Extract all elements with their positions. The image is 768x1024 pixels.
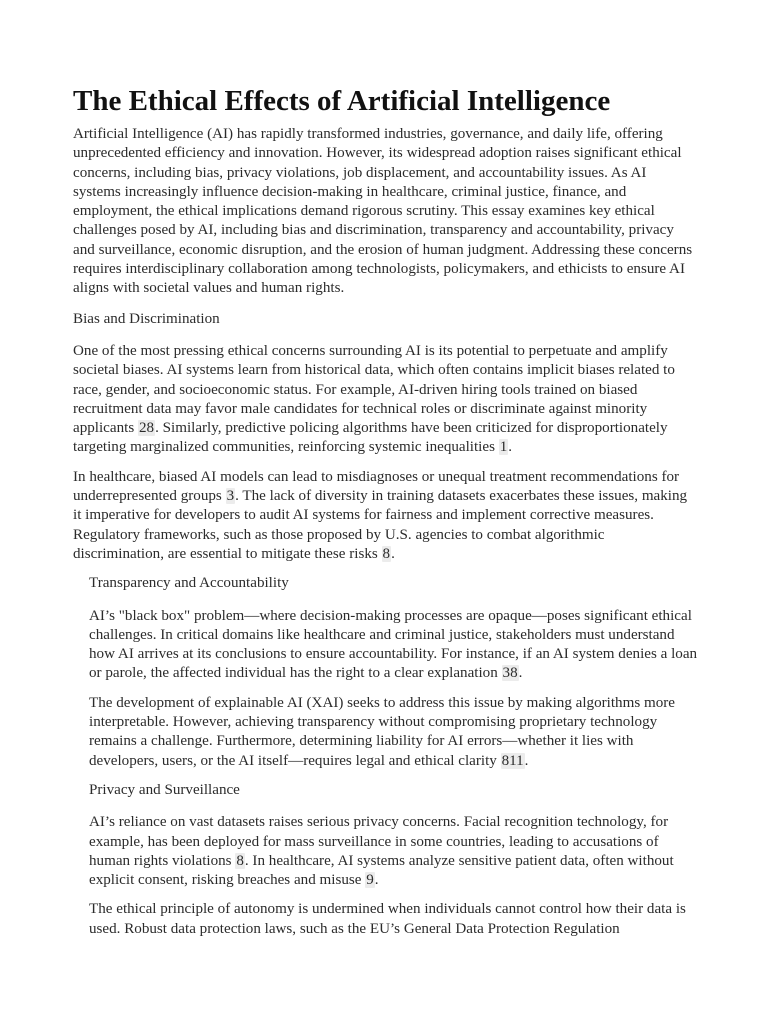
paragraph-text: AI’s "black box" problem—where decision-making processes are opaque—poses significant ethical challenges. In critical domains like healthcare and criminal justice, stakeholders must understand how AI arrives at its conclusions to ensure accountability. For instance, if an AI system denies a loan or parole, the affected individual has the right to a clear explanation xyxy=(89,607,698,682)
citation-link[interactable]: 3 xyxy=(226,488,235,505)
document-title: The Ethical Effects of Artificial Intelligence xyxy=(73,85,611,117)
paragraph xyxy=(89,813,698,890)
paragraph-text: . xyxy=(524,752,529,769)
section-heading: Privacy and Surveillance xyxy=(89,781,240,798)
paragraph-text: One of the most pressing ethical concerns surrounding AI is its potential to perpetuate and amplify societal biases. AI systems learn from historical data, which often contains implicit biases related to race, gender, and socioeconomic status. For example, AI-driven hiring tools trained on biased recruitment data may favor male candidates for technical roles or discriminate against minority applicants xyxy=(73,342,675,437)
paragraph-text: . xyxy=(374,872,379,889)
paragraph-text: The development of explainable AI (XAI) seeks to address this issue by making algorithms more interpretable. However, achieving transparency without compromising proprietary technology remains a challenge. Furthermore, determining liability for AI errors—whether it lies with developers, users, or the AI itself—requires legal and ethical clarity xyxy=(89,694,676,769)
paragraph-text: . xyxy=(518,665,523,682)
citation-link[interactable]: 8 xyxy=(236,852,244,869)
paragraph-text: . The lack of diversity in training datasets exacerbates these issues, making it imperative for developers to audit AI systems for fairness and implement corrective measures. Regulatory frameworks, such as those proposed by U.S. agencies to combat algorithmic discrimination, are essential to mitigate these risks xyxy=(73,488,688,562)
citation-link[interactable]: 9 xyxy=(366,872,374,889)
paragraph-text: The ethical principle of autonomy is undermined when individuals cannot control how their data is used. Robust data protection laws, such as the EU’s General Data Protection Regulation xyxy=(89,901,686,937)
citation-link[interactable]: 1 xyxy=(499,439,508,456)
citation-link[interactable]: 38 xyxy=(502,665,518,682)
paragraph-text: . In healthcare, AI systems analyze sensitive patient data, often without explicit consent, risking breaches and misuse xyxy=(89,852,674,889)
paragraph xyxy=(89,607,698,684)
paragraph-text: In healthcare, biased AI models can lead to misdiagnoses or unequal treatment recommendations for underrepresented groups xyxy=(73,468,680,505)
paragraph-text: . Similarly, predictive policing algorithms have been criticized for disproportionately targeting marginalized communities, reinforcing systemic inequalities xyxy=(73,420,668,456)
intro-paragraph: Artificial Intelligence (AI) has rapidly transformed industries, governance, and daily life, offering unprecedented efficiency and innovation. However, its widespread adoption raises significant ethical concerns, including bias, privacy violations, job displacement, and accountability issues. As AI systems increasingly influence decision-making in healthcare, criminal justice, finance, and employment, the ethical implications demand rigorous scrutiny. This essay examines key ethical challenges posed by AI, including bias and discrimination, transparency and accountability, privacy and surveillance, economic disruption, and the erosion of human judgment. Addressing these concerns requires interdisciplinary collaboration among technologists, policymakers, and ethicists to ensure AI aligns with societal values and human rights. xyxy=(73,126,693,297)
section-privacy xyxy=(89,781,698,939)
paragraph xyxy=(89,900,698,939)
citation-link[interactable]: 28 xyxy=(138,420,155,437)
citation-link[interactable]: 811 xyxy=(501,752,524,769)
paragraph xyxy=(89,694,698,771)
paragraph-text: . xyxy=(391,545,395,562)
paragraph-text: . xyxy=(508,439,513,456)
citation-link[interactable]: 8 xyxy=(382,545,391,562)
section-bias xyxy=(73,310,698,565)
document-page xyxy=(73,84,698,949)
paragraph xyxy=(73,468,698,564)
paragraph xyxy=(73,342,698,458)
section-heading: Bias and Discrimination xyxy=(73,310,220,327)
section-transparency xyxy=(89,574,698,771)
section-heading: Transparency and Accountability xyxy=(89,575,289,592)
paragraph-text: AI’s reliance on vast datasets raises serious privacy concerns. Facial recognition technology, for example, has been deployed for mass surveillance in some countries, leading to accusations of human rights violations xyxy=(89,814,669,869)
